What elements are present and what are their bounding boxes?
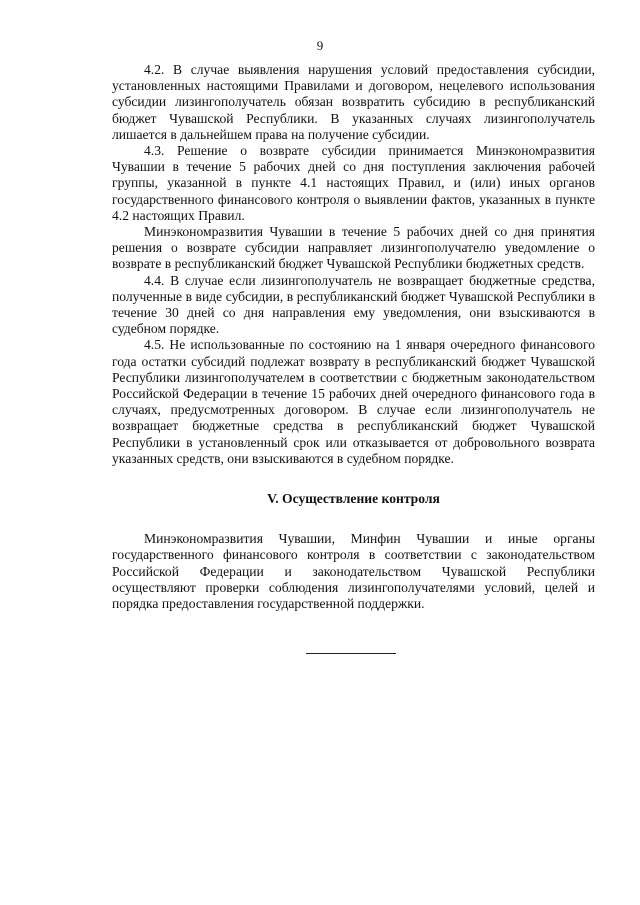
end-divider — [306, 653, 396, 654]
paragraph-4-3: 4.3. Решение о возврате субсидии принимается Минэкономразвития Чувашии в течение 5 рабочих дней со дня поступления заключения рабочей группы, указанной в пункте 4.1 настоящих Правил, и (или) иных органов государственного финансового контроля о выявлении фактов, указанных в пункте 4.2 настоящих Правил. — [112, 143, 595, 223]
paragraph-4-4: 4.4. В случае если лизингополучатель не возвращает бюджетные средства, полученные в виде субсидии, в республиканский бюджет Чувашской Республики в течение 30 дней со дня направления ему уведомления, они взыскиваются в судебном порядке. — [112, 272, 595, 337]
paragraph-4-3-notice: Минэкономразвития Чувашии в течение 5 рабочих дней со дня принятия решения о возврате субсидии направляет лизингополучателю уведомление о возврате в республиканский бюджет Чувашской Республики бюджетных средств. — [112, 224, 595, 272]
paragraph-4-2: 4.2. В случае выявления нарушения условий предоставления субсидии, установленных настоящими Правилами и договором, нецелевого использования субсидии лизингополучатель обязан возвратить субсидию в республиканский бюджет Чувашской Республики. В указанных случаях лизингополучатель лишается в дальнейшем права на получение субсидии. — [112, 62, 595, 142]
document-body — [112, 62, 595, 612]
paragraph-section-5: Минэкономразвития Чувашии, Минфин Чувашии и иные органы государственного финансового контроля в соответствии с законодательством Российской Федерации и законодательством Чувашской Республики осуществляют проверки соблюдения лизингополучателями условий, целей и порядка предоставления государственной поддержки. — [112, 531, 595, 612]
page-number: 9 — [316, 38, 324, 53]
paragraph-4-5: 4.5. Не использованные по состоянию на 1 января очередного финансового года остатки субсидий подлежат возврату в республиканский бюджет Чувашской Республики лизингополучателем в соответствии с бюджетным законодательством Российской Федерации в течение 15 рабочих дней очередного финансового года в случаях, предусмотренных договором. В случае если лизингополучатель не возвращает бюджетные средства в республиканский бюджет Чувашской Республики в установленный срок или отказывается от добровольного возврата указанных средств, они взыскиваются в судебном порядке. — [112, 337, 595, 466]
section-heading: V. Осуществление контроля — [267, 491, 440, 507]
